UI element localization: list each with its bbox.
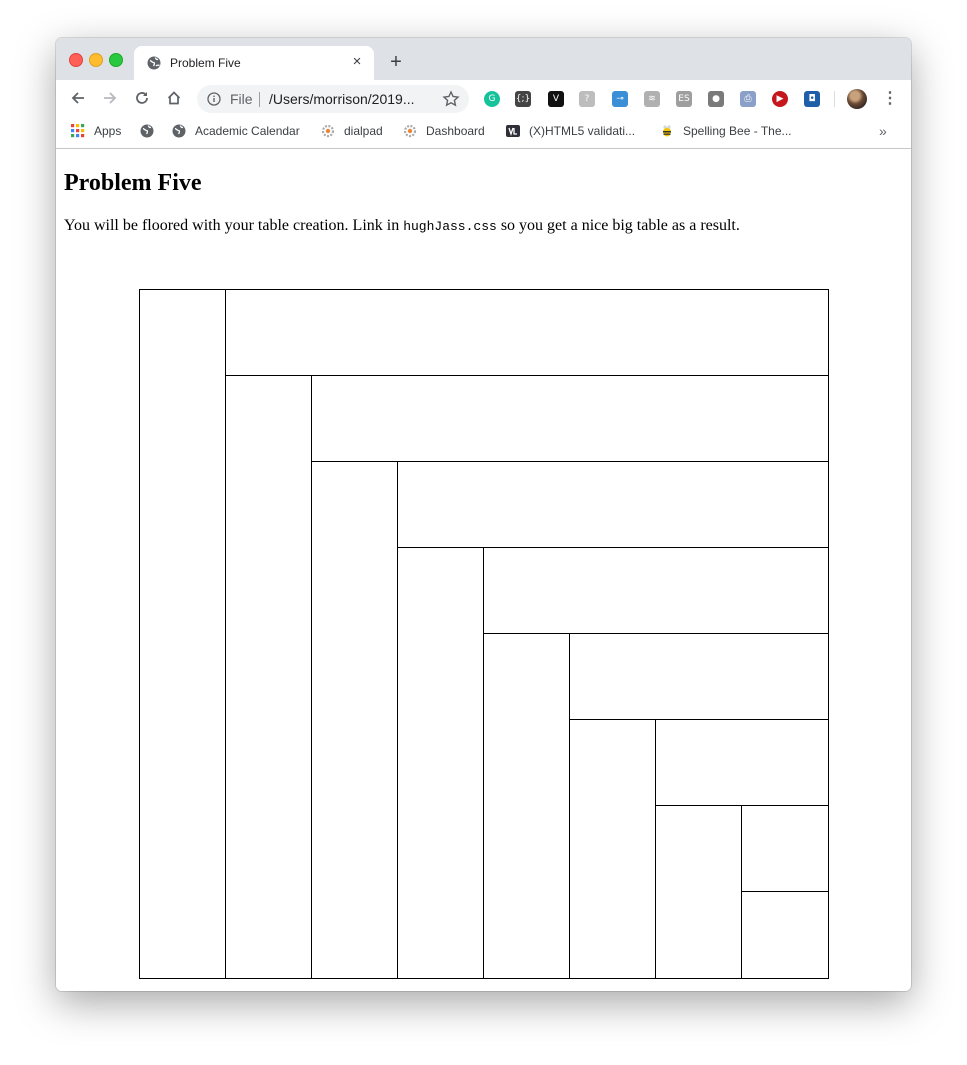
bookmarks-overflow-button[interactable]: »: [879, 123, 887, 139]
bookmark-dashboard[interactable]: [402, 122, 495, 140]
table-row-cell: [655, 719, 829, 806]
stack-icon[interactable]: ≋: [644, 91, 660, 107]
url-scheme-label: File: [230, 91, 253, 107]
browser-window: [56, 38, 911, 991]
intro-code: hughJass.css: [403, 219, 497, 234]
intro-text-after: so you get a nice big table as a result.: [496, 217, 740, 234]
intro-text-before: You will be floored with your table creation. Link in: [64, 217, 404, 234]
shield-question-icon[interactable]: ?: [579, 91, 595, 107]
minimize-window-button[interactable]: [89, 53, 103, 67]
table-column-cell: [311, 461, 398, 979]
home-icon: [166, 90, 182, 106]
browser-toolbar: [56, 80, 911, 116]
back-button[interactable]: [67, 87, 89, 109]
circle-icon[interactable]: ●: [708, 91, 724, 107]
table-column-cell: [655, 805, 742, 979]
tab-strip: [56, 38, 911, 80]
toolbar-divider: [834, 91, 835, 107]
table-row-cell: [397, 461, 829, 548]
table-row-cell: [225, 289, 829, 376]
bookmark-label: Spelling Bee - The...: [683, 124, 792, 138]
table-row-cell: [569, 633, 829, 720]
new-tab-button[interactable]: +: [390, 51, 402, 73]
table-column-cell: [483, 633, 570, 979]
code-brackets-icon[interactable]: {;}: [515, 91, 531, 107]
page-intro: [64, 216, 740, 237]
bookmark-apps[interactable]: [70, 122, 128, 140]
table-column-cell: [569, 719, 656, 979]
back-arrow-icon: [70, 90, 86, 106]
zoom-window-button[interactable]: [109, 53, 123, 67]
table-column-cell: [397, 547, 484, 979]
star-icon[interactable]: [442, 90, 460, 108]
tab-title: Problem Five: [170, 56, 241, 70]
printer-icon[interactable]: ⎙: [740, 91, 756, 107]
table-column-cell: [225, 375, 312, 979]
url-divider: [259, 92, 260, 107]
page-title: Problem Five: [64, 170, 202, 196]
table-row-cell: [741, 805, 829, 892]
table-row-cell: [311, 375, 829, 462]
chat-bubble-icon[interactable]: ◘: [804, 91, 820, 107]
bookmark-label: dialpad: [344, 124, 383, 138]
table-row-cell: [483, 547, 829, 634]
bookmark-spelling-bee[interactable]: [659, 122, 836, 140]
globe-icon: [146, 55, 162, 71]
close-tab-icon[interactable]: ×: [352, 53, 362, 70]
table-corner-cell: [741, 891, 829, 979]
menu-icon[interactable]: ⋮: [882, 90, 898, 107]
es-icon[interactable]: ES: [676, 91, 692, 107]
reload-button[interactable]: [131, 87, 153, 109]
home-button[interactable]: [163, 87, 185, 109]
address-bar[interactable]: [197, 85, 469, 113]
v-logo-icon[interactable]: V: [548, 91, 564, 107]
bookmark-html5-validation[interactable]: [505, 122, 675, 140]
forward-button[interactable]: [99, 87, 121, 109]
page-content: [56, 149, 911, 991]
bookmark-globe[interactable]: [139, 122, 157, 140]
bookmarks-bar: [56, 116, 911, 149]
info-icon[interactable]: [207, 92, 221, 106]
table-column-cell: [139, 289, 226, 979]
forward-arrow-icon: [102, 90, 118, 106]
play-red-icon[interactable]: ▶: [772, 91, 788, 107]
close-window-button[interactable]: [69, 53, 83, 67]
url-text[interactable]: /Users/morrison/2019...: [269, 91, 415, 107]
bookmark-label: Apps: [94, 124, 122, 138]
reload-icon: [134, 90, 150, 106]
grammarly-icon[interactable]: G: [484, 91, 500, 107]
bookmark-dialpad[interactable]: [320, 122, 399, 140]
bookmark-label: Academic Calendar: [195, 124, 300, 138]
tab-problem-five[interactable]: [134, 46, 374, 80]
bookmark-label: Dashboard: [426, 124, 485, 138]
bookmark-label: (X)HTML5 validati...: [529, 124, 636, 138]
bookmark-academic-calendar[interactable]: [171, 122, 320, 140]
key-toggle-icon[interactable]: ⊸: [612, 91, 628, 107]
profile-avatar[interactable]: [847, 89, 867, 109]
